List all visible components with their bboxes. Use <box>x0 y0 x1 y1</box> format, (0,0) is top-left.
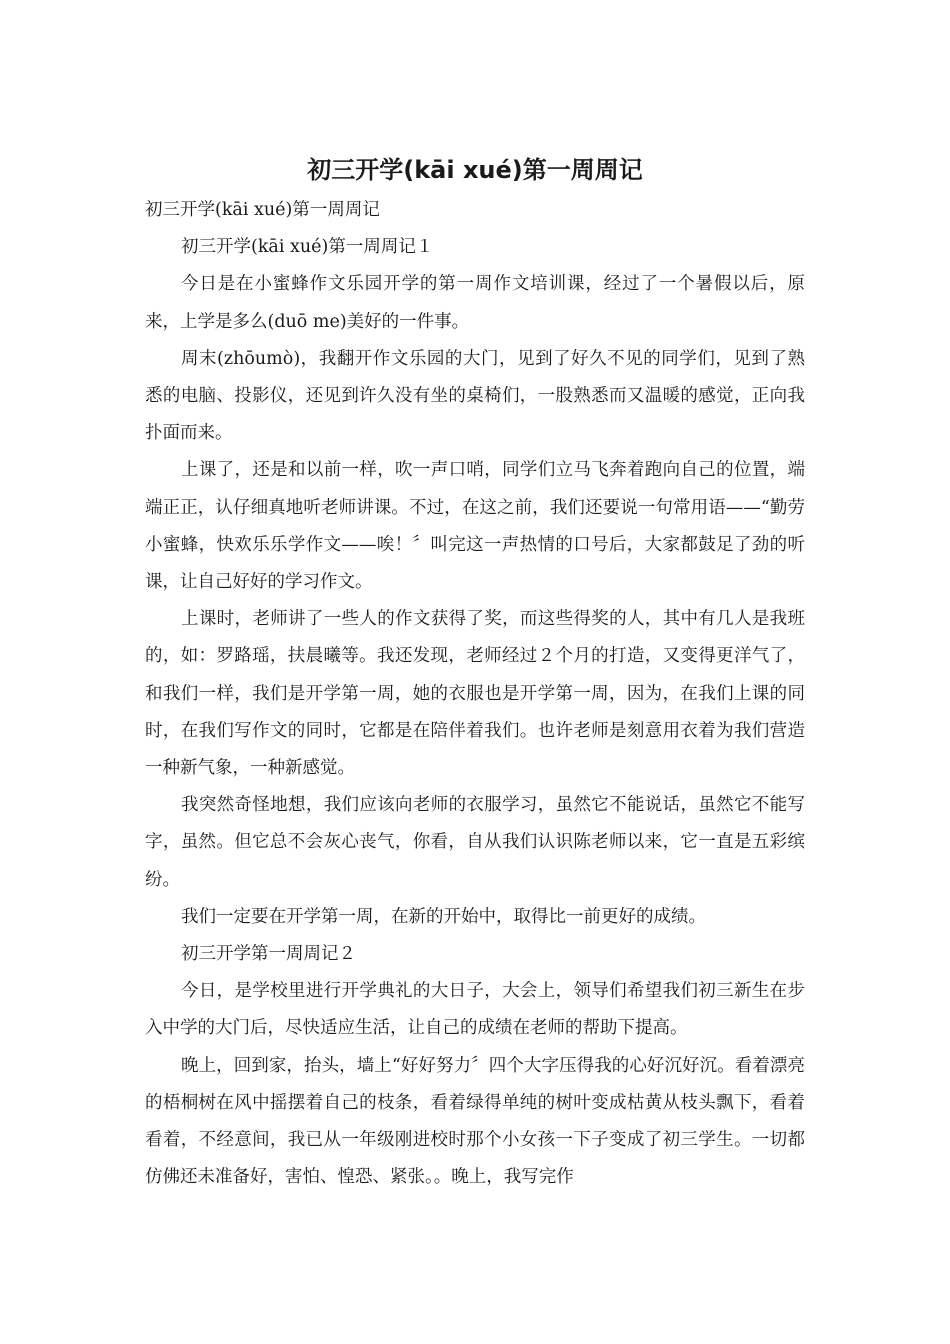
paragraph: 上课时，老师讲了一些人的作文获得了奖，而这些得奖的人，其中有几人是我班的，如：罗路瑶，扶晨曦等。我还发现，老师经过２个月的打造，又变得更洋气了，和我们一样，我们是开学第一周，她的衣服也是开学第一周，因为，在我们上课的同时，在我们写作文的同时，它都是在陪伴着我们。也许老师是刻意用衣着为我们营造一种新气象，一种新感觉。 <box>145 609 805 779</box>
paragraph: 晚上，回到家，抬头，墙上“好好努力〞四个大字压得我的心好沉好沉。看着漂亮的梧桐树在风中摇摆着自己的枝条，看着绿得单纯的树叶变成枯黄从枝头飘下，看着看着，不经意间，我已从一年级刚进校时那个小女孩一下子变成了初三学生。一切都仿佛还未准备好，害怕、惶恐、紧张。。晚上，我写完作 <box>145 1055 805 1188</box>
paragraph: 我突然奇怪地想，我们应该向老师的衣服学习，虽然它不能说话，虽然它不能写字，虽然。但它总不会灰心丧气，你看，自从我们认识陈老师以来，它一直是五彩缤纷。 <box>145 795 805 890</box>
paragraph: 初三开学(kāi xué)第一周周记１ <box>181 237 434 258</box>
paragraph: 今日是在小蜜蜂作文乐园开学的第一周作文培训课，经过了一个暑假以后，原来，上学是多么(duō me)美好的一件事。 <box>145 274 805 332</box>
document-body <box>145 192 805 1196</box>
document-title: 初三开学(kāi xué)第一周周记 <box>307 156 643 184</box>
paragraph: 我们一定要在开学第一周，在新的开始中，取得比一前更好的成绩。 <box>181 906 706 927</box>
paragraph: 初三开学第一周周记２ <box>181 944 356 965</box>
paragraph: 周末(zhōumò)，我翻开作文乐园的大门，见到了好久不见的同学们，见到了熟悉的电脑、投影仪，还见到许久没有坐的桌椅们，一股熟悉而又温暖的感觉，正向我扑面而来。 <box>145 348 805 444</box>
paragraph: 今日，是学校里进行开学典礼的大日子，大会上，领导们希望我们初三新生在步入中学的大门后，尽快适应生活，让自己的成绩在老师的帮助下提高。 <box>145 981 805 1039</box>
paragraph: 上课了，还是和以前一样，吹一声口哨，同学们立马飞奔着跑向自己的位置，端端正正，认仔细真地听老师讲课。不过，在这之前，我们还要说一句常用语——“勤劳小蜜蜂，快欢乐乐学作文——唉！〞叫完这一声热情的口号后，大家都鼓足了劲的听课，让自己好好的学习作文。 <box>145 460 805 593</box>
paragraph: 初三开学(kāi xué)第一周周记 <box>145 200 380 220</box>
